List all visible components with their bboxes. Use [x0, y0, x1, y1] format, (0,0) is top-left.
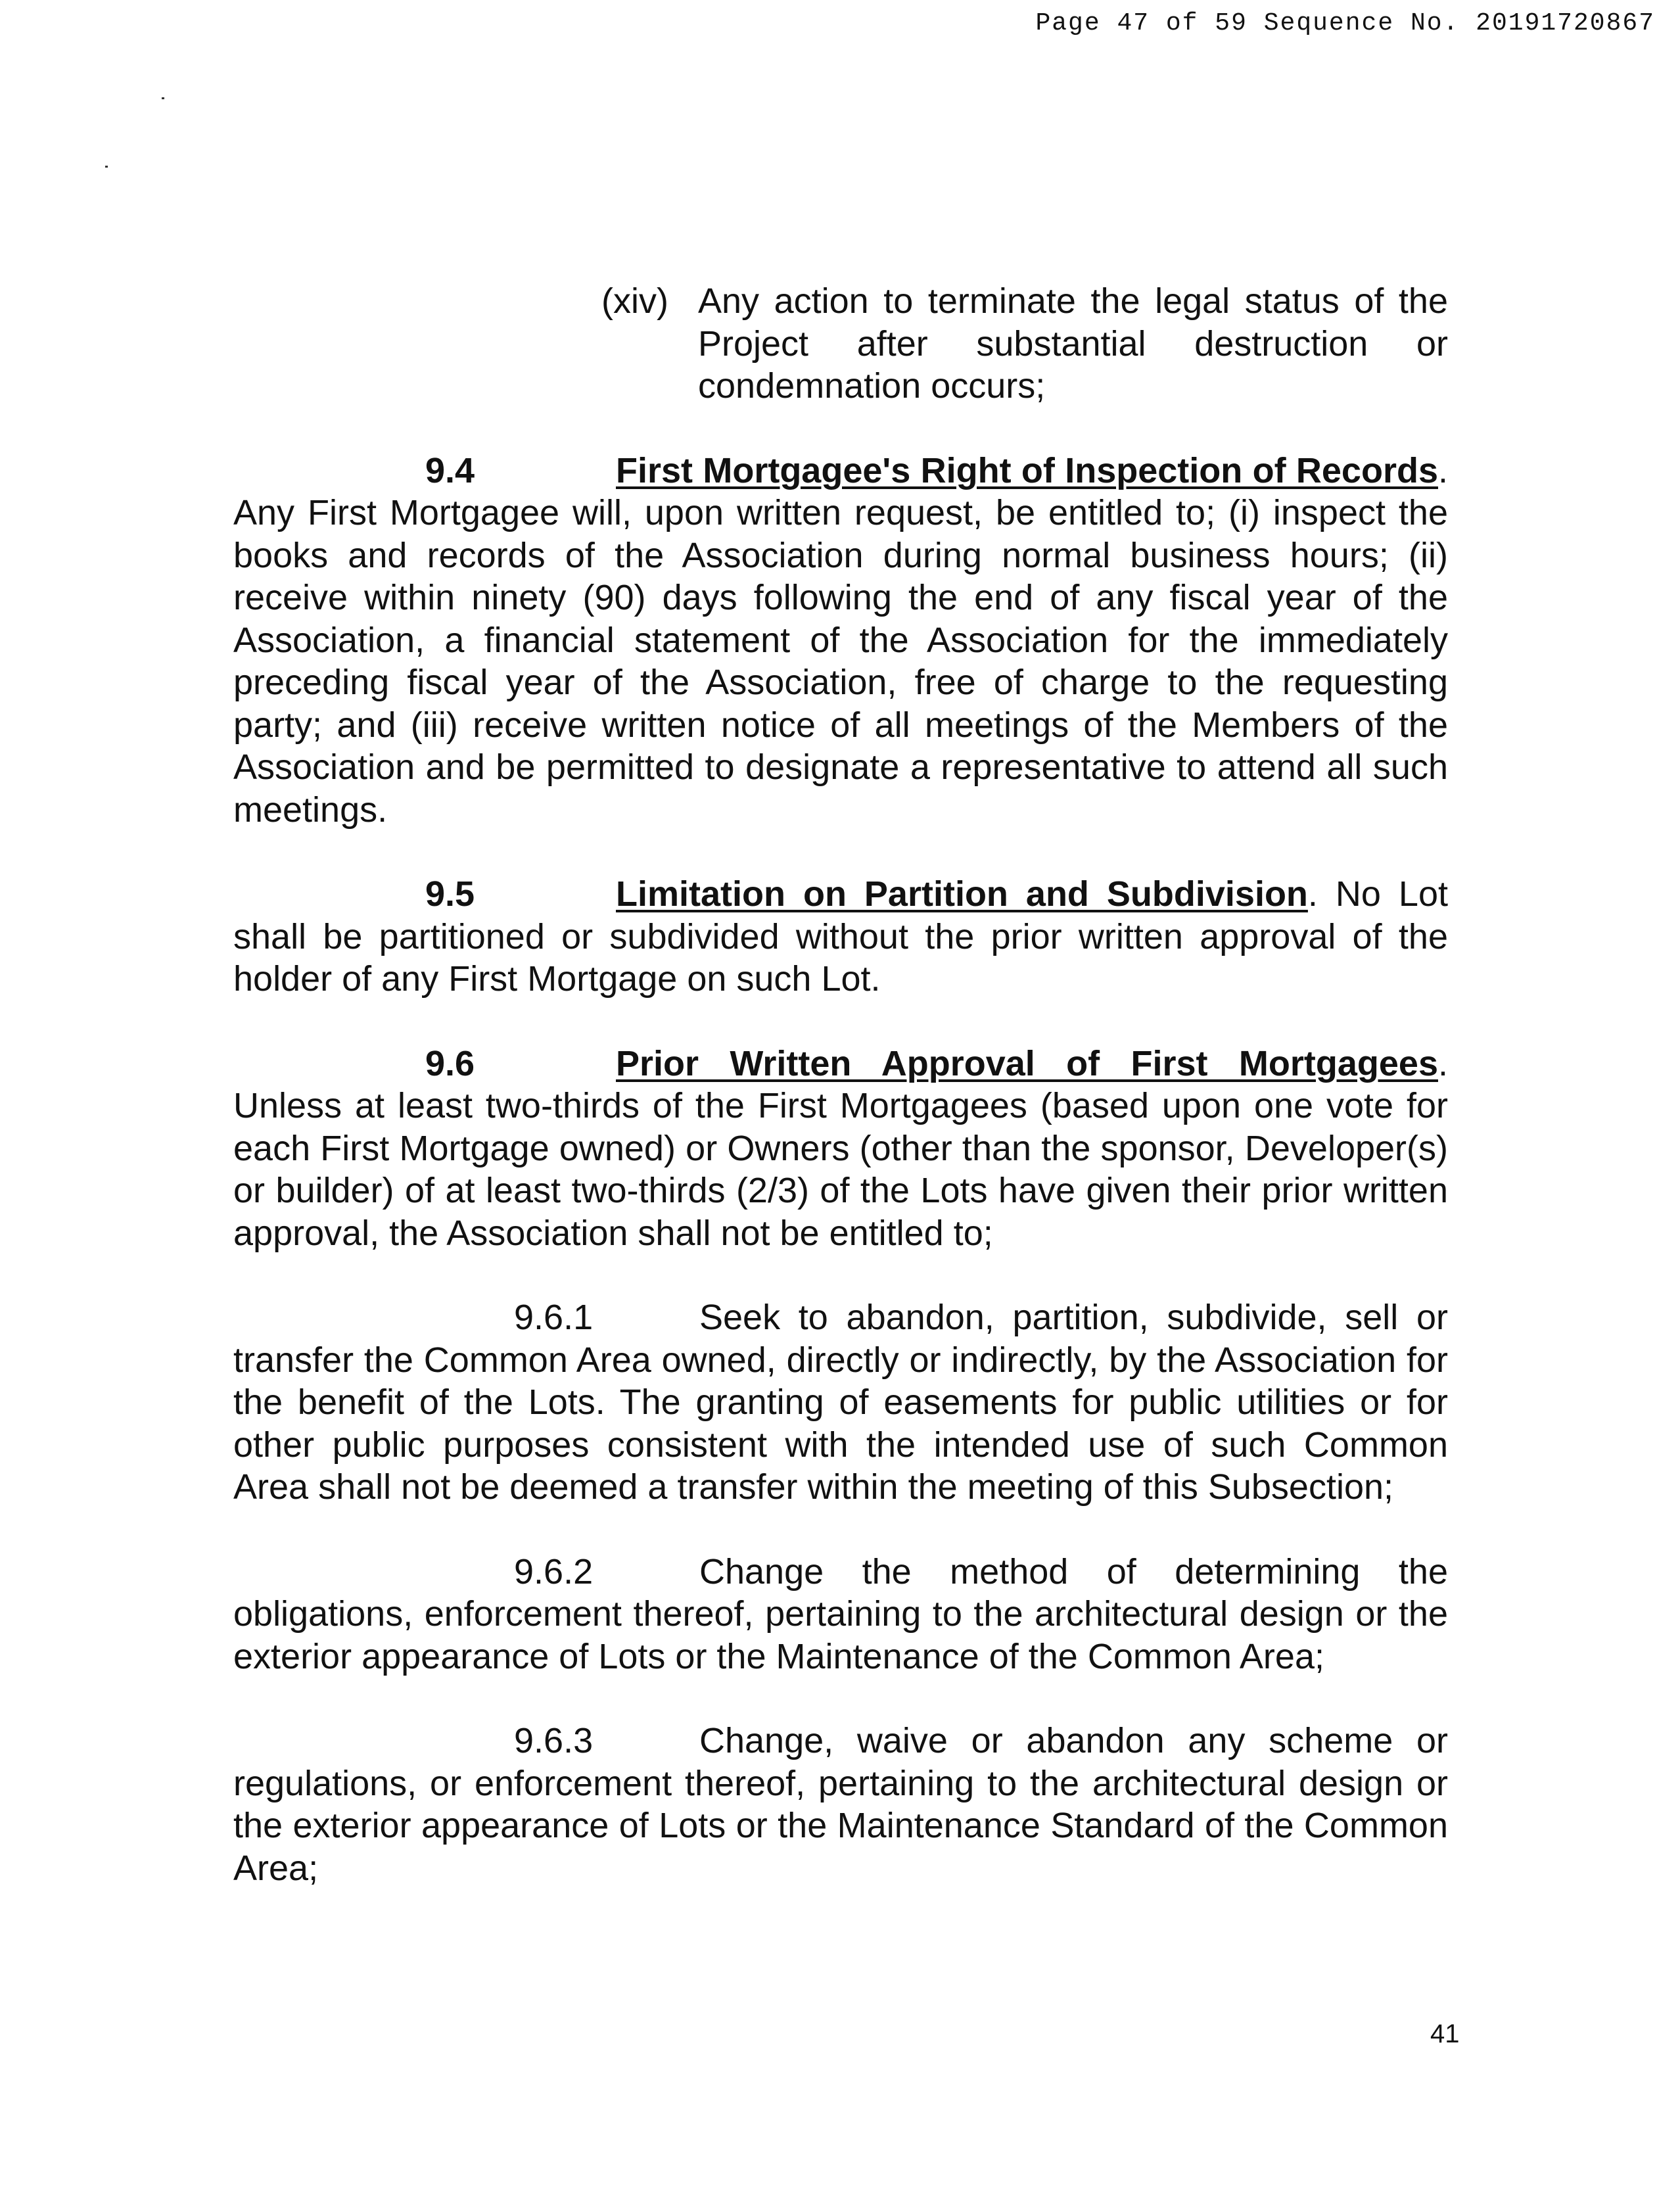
document-body — [233, 280, 1448, 1889]
subsection-body: Change, waive or abandon any scheme or regulations, or enforcement thereof, pertaining to the architectural design or the exterior appearance of Lots or the Maintenance Standard of the Common Area; — [233, 1721, 1448, 1888]
section-body: . No Lot shall be partitioned or subdivided without the prior written approval of the holder of any First Mortgage on such Lot. — [233, 874, 1448, 999]
subsection-body: Change the method of determining the obligations, enforcement thereof, pertaining to the architectural design or the exterior appearance of Lots or the Maintenance of the Common Area; — [233, 1551, 1448, 1676]
page-number: 41 — [1430, 2019, 1460, 2048]
subsection-number: 9.6.2 — [514, 1551, 594, 1591]
subsection-9-6-1 — [233, 1296, 1448, 1509]
scan-mark — [162, 97, 164, 99]
list-item-xiv — [601, 280, 1448, 408]
scan-mark — [105, 166, 108, 168]
section-body: . Unless at least two-thirds of the First Mortgagees (based upon one vote for each First Mortgage owned) or Owners (other than the sponsor, Developer(s) or builder) of at least two-thirds (2/3) of the Lots have given their prior written approval, the Association shall not be entitled to; — [233, 1043, 1448, 1253]
subsection-9-6-2 — [233, 1551, 1448, 1678]
page-sequence-header: Page 47 of 59 Sequence No. 20191720867 — [1035, 9, 1655, 37]
subsection-number: 9.6.1 — [514, 1298, 594, 1337]
section-title: First Mortgagee's Right of Inspection of Records — [616, 450, 1438, 490]
item-number: (xiv) — [601, 281, 668, 321]
subsection-body: Seek to abandon, partition, subdivide, sell or transfer the Common Area owned, directly or indirectly, by the Association for the benefit of the Lots. The granting of easements for public utilities or for other public purposes consistent with the intended use of such Common Area shall not be deemed a transfer within the meeting of this Subsection; — [233, 1298, 1448, 1507]
section-9-6 — [233, 1043, 1448, 1255]
section-9-5 — [233, 873, 1448, 1001]
section-number: 9.6 — [425, 1043, 475, 1083]
subsection-9-6-3 — [233, 1720, 1448, 1889]
section-title: Prior Written Approval of First Mortgagees — [616, 1043, 1438, 1083]
section-9-4 — [233, 450, 1448, 832]
subsection-number: 9.6.3 — [514, 1721, 594, 1760]
section-body: . Any First Mortgagee will, upon written request, be entitled to; (i) inspect the books and records of the Association during normal business hours; (ii) receive within ninety (90) days following the end of any fiscal year of the Association, a financial statement of the Association for the immediately preceding fiscal year of the Association, free of charge to the requesting party; and (iii) receive written notice of all meetings of the Members of the Association and be permitted to designate a representative to attend all such meetings. — [233, 450, 1448, 830]
item-text: Any action to terminate the legal status of the Project after substantial destruction or condemnation occurs; — [698, 281, 1448, 406]
section-number: 9.5 — [425, 874, 475, 914]
section-title: Limitation on Partition and Subdivision — [616, 874, 1308, 914]
section-number: 9.4 — [425, 450, 475, 490]
